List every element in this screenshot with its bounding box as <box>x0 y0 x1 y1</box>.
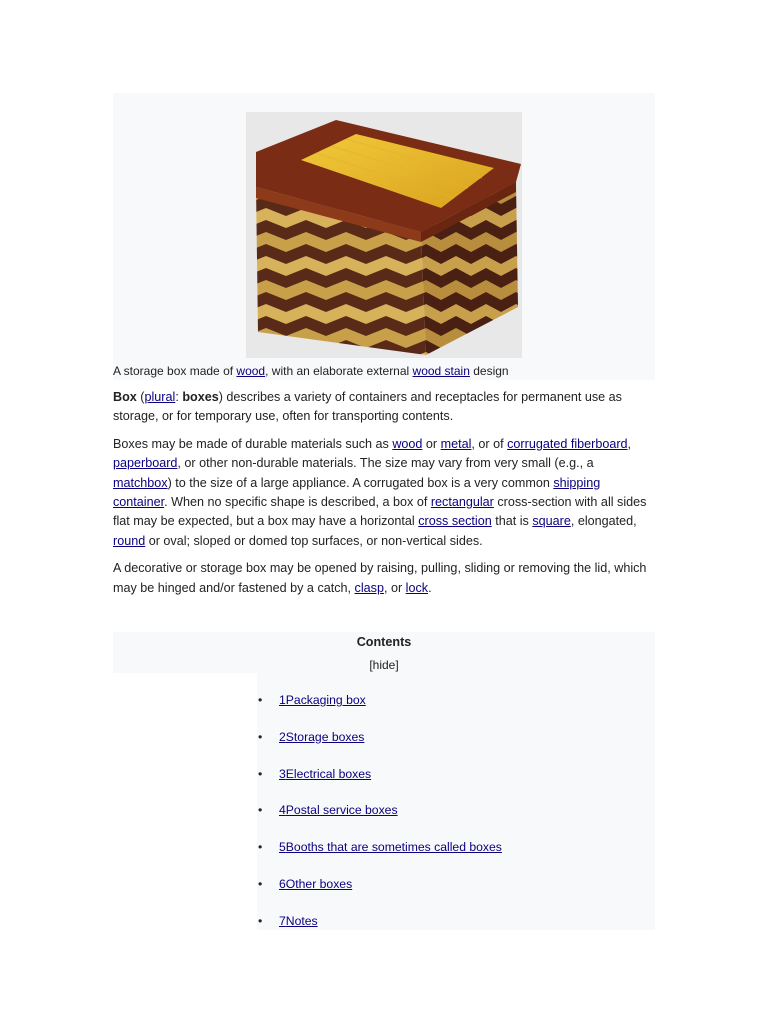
toc-label: Other boxes <box>285 876 353 891</box>
article-body <box>113 388 648 606</box>
paragraph-intro <box>113 388 648 427</box>
text: . <box>428 580 432 595</box>
caption-text: A storage box made of <box>113 364 237 378</box>
text: or oval; sloped or domed top surfaces, or non-vertical sides. <box>145 533 483 548</box>
toc-label: Postal service boxes <box>285 803 398 818</box>
link-rectangular[interactable]: rectangular <box>430 495 494 510</box>
toc-link-notes[interactable] <box>279 914 318 928</box>
toc-item <box>258 840 502 877</box>
toc-link-electrical-boxes[interactable] <box>279 767 371 781</box>
bullet-icon: • <box>258 729 263 744</box>
figure-caption <box>113 363 509 379</box>
link-cross-section[interactable]: cross section <box>418 514 492 529</box>
text: A decorative or storage box may be opened by raising, pulling, sliding or removing the lid, which may be hinged and/or fastened by a catch, <box>113 561 647 595</box>
text: , or <box>383 580 406 595</box>
table-of-contents <box>113 632 655 930</box>
link-plural[interactable]: plural <box>144 390 176 404</box>
text: , or of <box>471 436 508 451</box>
toc-item <box>258 730 502 767</box>
toc-item <box>258 877 502 914</box>
toc-item <box>258 914 502 951</box>
toc-number: 6 <box>279 876 286 891</box>
toc-list <box>258 693 502 951</box>
text: : <box>175 390 183 404</box>
toc-title: Contents <box>356 635 412 649</box>
link-round[interactable]: round <box>113 533 146 548</box>
toc-link-packaging-box[interactable] <box>279 693 366 707</box>
text: or <box>422 436 441 451</box>
link-wood[interactable]: wood <box>236 364 266 378</box>
text: Boxes may be made of durable materials such as <box>113 436 393 451</box>
toc-label: Electrical boxes <box>285 766 372 781</box>
bullet-icon: • <box>258 803 263 818</box>
link-clasp[interactable]: clasp <box>354 580 384 595</box>
text: that is <box>491 514 533 529</box>
toc-label: Packaging box <box>285 693 366 707</box>
toc-label: Booths that are sometimes called boxes <box>285 840 502 855</box>
toc-number: 7 <box>279 913 286 928</box>
link-wood-stain[interactable]: wood stain <box>412 364 470 378</box>
toc-gutter <box>113 673 257 930</box>
toc-link-postal-service-boxes[interactable] <box>279 803 398 817</box>
figure-box <box>113 93 655 380</box>
toc-hide-toggle[interactable]: [hide] <box>369 658 399 672</box>
caption-text: design <box>469 364 509 378</box>
text: , or other non-durable materials. The size may vary from very small (e.g., a <box>177 456 594 471</box>
text: ) to the size of a large appliance. A corrugated box is a very common <box>167 475 554 490</box>
link-shipping-container[interactable]: shipping container <box>113 475 601 510</box>
toc-number: 3 <box>279 766 286 781</box>
bullet-icon: • <box>258 876 263 891</box>
text: cross-section with all sides flat may be expected, but a box may have a horizontal <box>113 495 647 529</box>
link-lock[interactable]: lock <box>405 580 429 595</box>
link-matchbox[interactable]: matchbox <box>113 475 168 490</box>
toc-number: 4 <box>279 803 286 818</box>
toc-item <box>258 767 502 804</box>
toc-number: 2 <box>279 729 286 744</box>
wooden-box-image[interactable] <box>246 112 522 358</box>
toc-label: Storage boxes <box>285 729 365 744</box>
bullet-icon: • <box>258 693 263 707</box>
bullet-icon: • <box>258 766 263 781</box>
link-corrugated-fiberboard[interactable]: corrugated fiberboard <box>507 436 628 451</box>
link-square[interactable]: square <box>532 514 571 529</box>
wooden-box-illustration <box>246 112 522 358</box>
text: . When no specific shape is described, a box of <box>164 495 431 510</box>
toc-number: 1 <box>279 693 286 707</box>
toc-link-storage-boxes[interactable] <box>279 730 364 744</box>
toc-link-other-boxes[interactable] <box>279 877 352 891</box>
paragraph-opening <box>113 559 648 598</box>
text: , elongated, <box>570 514 637 529</box>
toc-link-booths[interactable] <box>279 840 502 854</box>
link-paperboard[interactable]: paperboard <box>113 456 178 471</box>
toc-number: 5 <box>279 840 286 855</box>
term-box: Box <box>113 390 137 404</box>
paragraph-materials <box>113 435 648 551</box>
bullet-icon: • <box>258 913 263 928</box>
toc-item <box>258 693 502 730</box>
term-boxes: boxes <box>182 390 219 404</box>
bullet-icon: • <box>258 840 263 855</box>
link-metal[interactable]: metal <box>440 436 472 451</box>
toc-label: Notes <box>285 913 318 928</box>
caption-text: , with an elaborate external <box>265 364 413 378</box>
text: , <box>627 436 632 451</box>
text: ) describes a variety of containers and receptacles for permanent use as storage, or for temporary use, often for transporting contents. <box>113 390 622 424</box>
text: ( <box>136 390 145 404</box>
link-wood-material[interactable]: wood <box>392 436 423 451</box>
toc-item <box>258 803 502 840</box>
